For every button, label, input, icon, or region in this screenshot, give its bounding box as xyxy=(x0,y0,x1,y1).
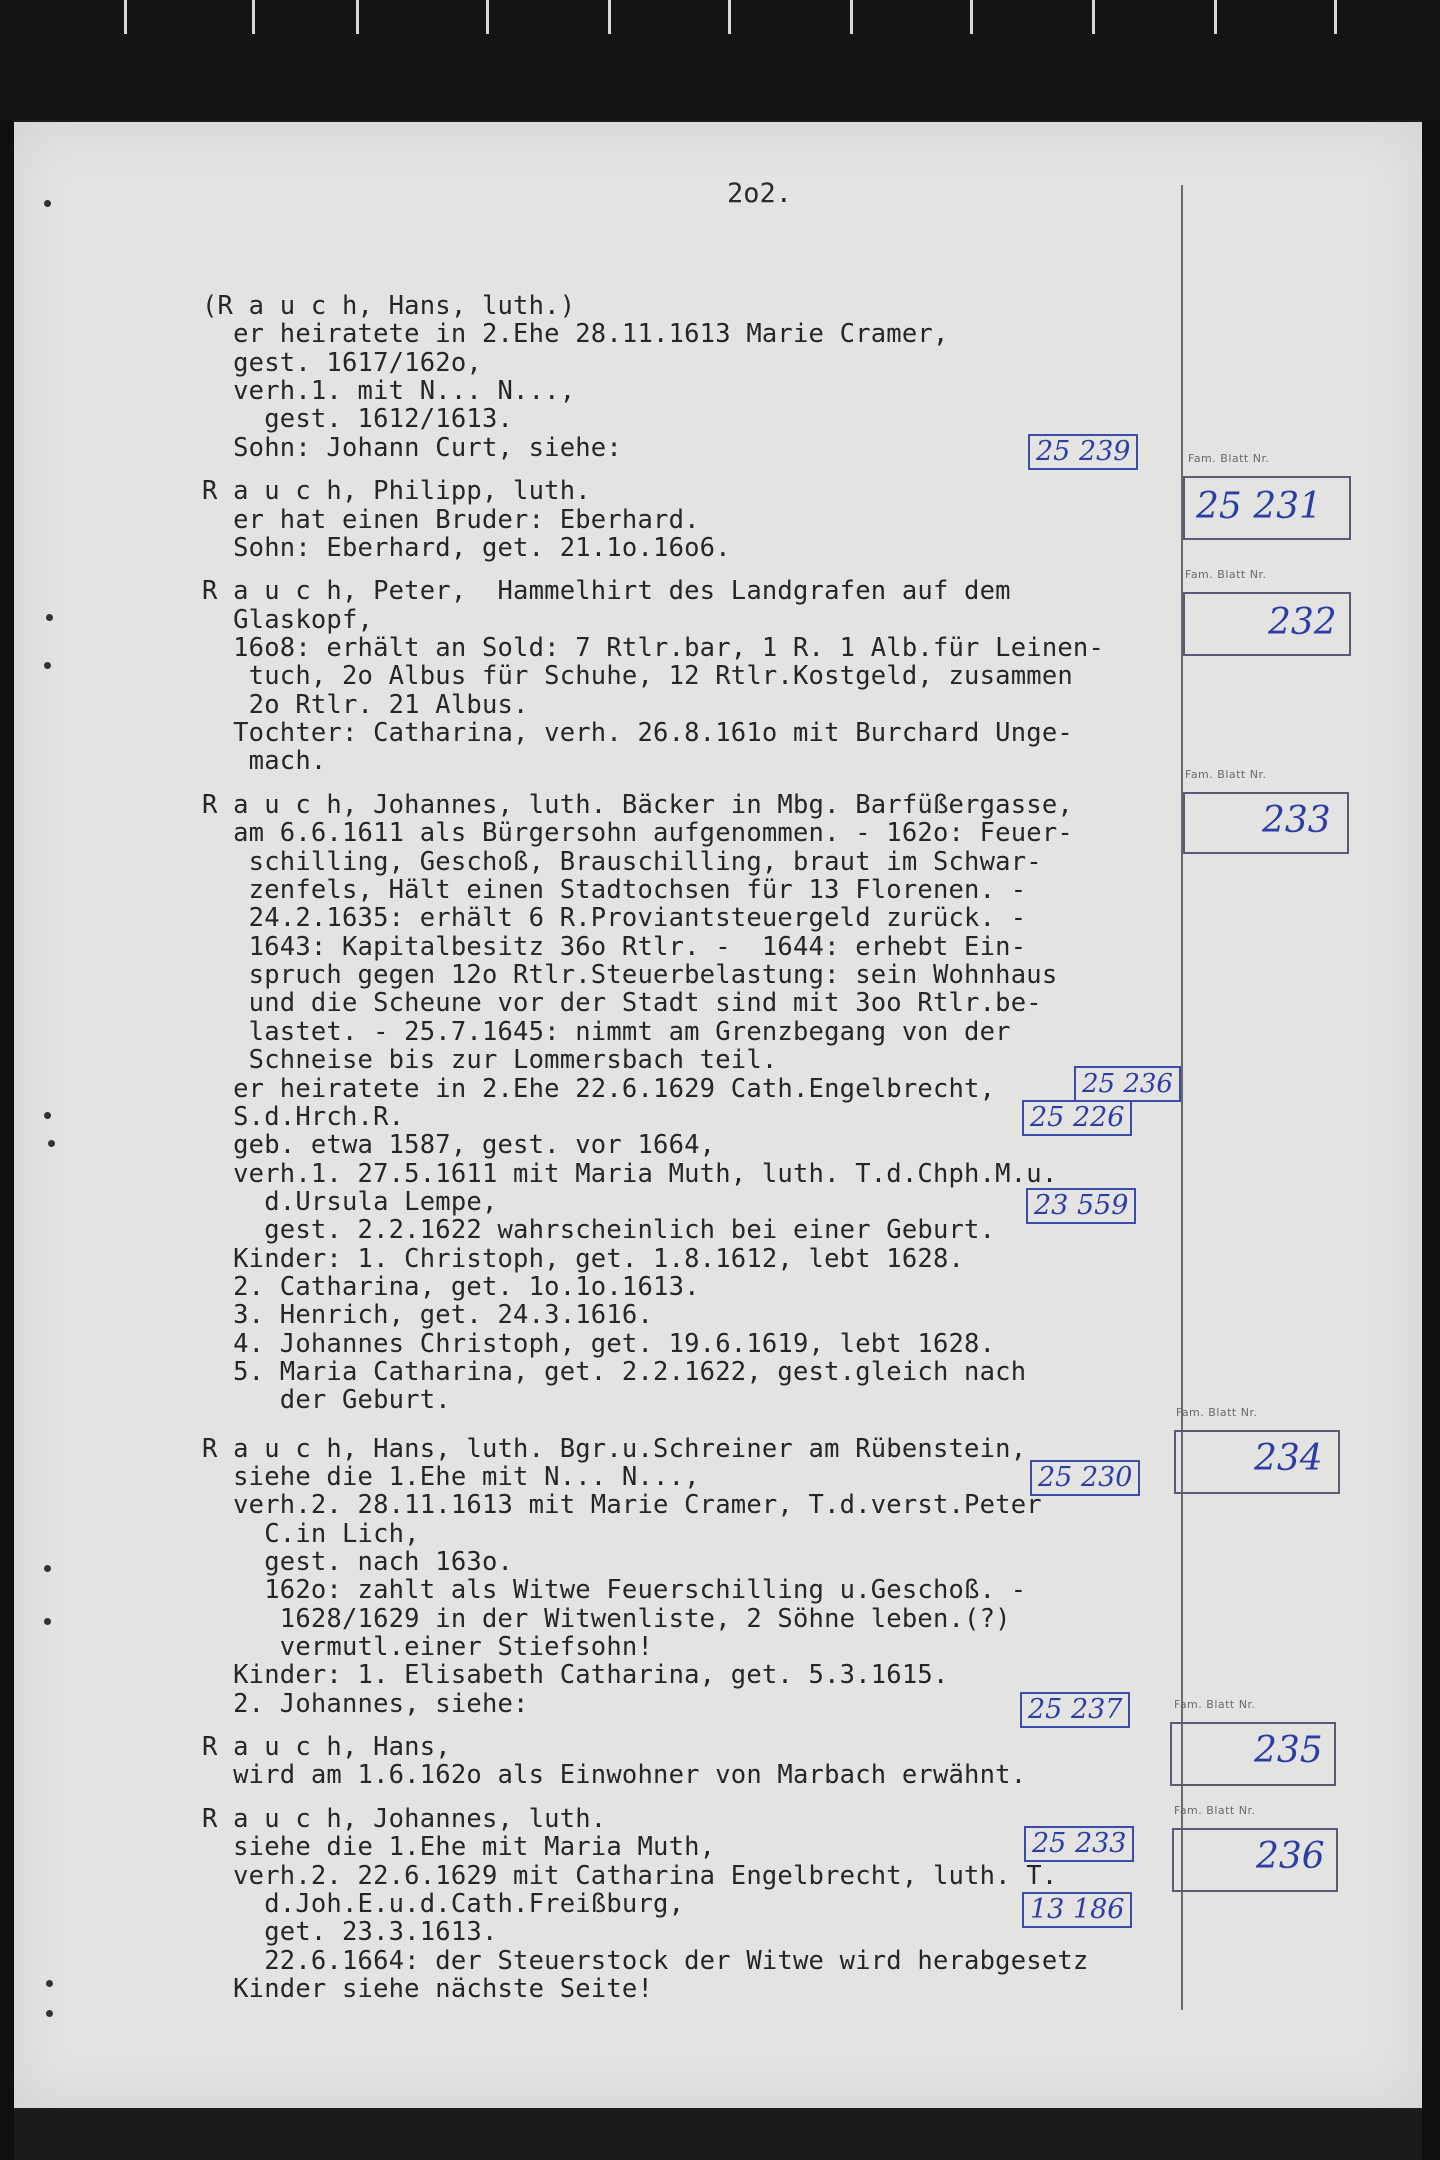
fam-blatt-label: Fam. Blatt Nr. xyxy=(1185,568,1267,581)
text-line: am 6.6.1611 als Bürgersohn aufgenommen. - 162o: Feuer- xyxy=(202,818,1073,848)
text-line: er hat einen Bruder: Eberhard. xyxy=(202,505,700,535)
text-line: gest. 1617/162o, xyxy=(202,348,482,378)
text-line: 1628/1629 in der Witwenliste, 2 Söhne leben.(?) xyxy=(202,1604,1011,1634)
text-line: Kinder: 1. Christoph, get. 1.8.1612, lebt 1628. xyxy=(202,1244,965,1274)
text-line: zenfels, Hält einen Stadtochsen für 13 Florenen. - xyxy=(202,875,1027,905)
text-line: verh.2. 22.6.1629 mit Catharina Engelbrecht, luth. T. xyxy=(202,1861,1058,1891)
text-line: Sohn: Johann Curt, siehe: xyxy=(202,433,622,463)
film-tick xyxy=(252,0,255,34)
film-tick xyxy=(124,0,127,34)
text-line: spruch gegen 12o Rtlr.Steuerbelastung: sein Wohnhaus xyxy=(202,960,1058,990)
text-line: gest. 1612/1613. xyxy=(202,404,514,434)
handwritten-reference: 13 186 xyxy=(1022,1892,1132,1928)
text-line: siehe die 1.Ehe mit N... N..., xyxy=(202,1462,700,1492)
text-line: wird am 1.6.162o als Einwohner von Marbach erwähnt. xyxy=(202,1760,1027,1790)
text-line: 2. Johannes, siehe: xyxy=(202,1689,529,1719)
text-line: R a u c h, Johannes, luth. xyxy=(202,1804,607,1834)
text-line: Tochter: Catharina, verh. 26.8.161o mit Burchard Unge- xyxy=(202,718,1073,748)
text-line: 2. Catharina, get. 1o.1o.1613. xyxy=(202,1272,700,1302)
fam-blatt-label: Fam. Blatt Nr. xyxy=(1176,1406,1258,1419)
handwritten-reference: 25 226 xyxy=(1022,1100,1132,1136)
text-line: geb. etwa 1587, gest. vor 1664, xyxy=(202,1130,716,1160)
text-line: (R a u c h, Hans, luth.) xyxy=(202,291,576,321)
text-line: 2o Rtlr. 21 Albus. xyxy=(202,690,529,720)
text-line: 1643: Kapitalbesitz 36o Rtlr. - 1644: erhebt Ein- xyxy=(202,932,1027,962)
text-line: er heiratete in 2.Ehe 22.6.1629 Cath.Engelbrecht, xyxy=(202,1074,996,1104)
fam-blatt-number: 235 xyxy=(1254,1730,1323,1771)
text-line: d.Ursula Lempe, xyxy=(202,1187,498,1217)
handwritten-reference: 25 236 xyxy=(1074,1066,1181,1102)
fam-blatt-number: 236 xyxy=(1256,1836,1325,1877)
film-tick xyxy=(1092,0,1095,34)
text-line: tuch, 2o Albus für Schuhe, 12 Rtlr.Kostgeld, zusammen xyxy=(202,661,1073,691)
handwritten-reference: 25 237 xyxy=(1020,1692,1130,1728)
text-line: Schneise bis zur Lommersbach teil. xyxy=(202,1045,778,1075)
text-line: lastet. - 25.7.1645: nimmt am Grenzbegang von der xyxy=(202,1017,1011,1047)
text-line: vermutl.einer Stiefsohn! xyxy=(202,1632,654,1662)
text-line: R a u c h, Peter, Hammelhirt des Landgrafen auf dem xyxy=(202,576,1011,606)
text-line: Kinder: 1. Elisabeth Catharina, get. 5.3.1615. xyxy=(202,1660,949,1690)
fam-blatt-number: 232 xyxy=(1268,602,1337,643)
text-line: R a u c h, Johannes, luth. Bäcker in Mbg. Barfüßergasse, xyxy=(202,790,1073,820)
text-line: R a u c h, Hans, luth. Bgr.u.Schreiner am Rübenstein, xyxy=(202,1434,1027,1464)
handwritten-reference: 23 559 xyxy=(1026,1188,1136,1224)
text-line: 162o: zahlt als Witwe Feuerschilling u.Geschoß. - xyxy=(202,1575,1027,1605)
text-line: mach. xyxy=(202,746,327,776)
film-tick xyxy=(728,0,731,34)
text-line: 16o8: erhält an Sold: 7 Rtlr.bar, 1 R. 1 Alb.für Leinen- xyxy=(202,633,1105,663)
film-strip-top xyxy=(0,0,1440,120)
film-tick xyxy=(486,0,489,34)
margin-dot xyxy=(44,662,51,669)
margin-dot xyxy=(44,1618,51,1625)
text-line: Glaskopf, xyxy=(202,605,374,635)
film-tick xyxy=(1214,0,1217,34)
text-line: siehe die 1.Ehe mit Maria Muth, xyxy=(202,1832,716,1862)
text-line: 5. Maria Catharina, get. 2.2.1622, gest.gleich nach xyxy=(202,1357,1027,1387)
margin-dot xyxy=(46,2010,53,2017)
fam-blatt-label: Fam. Blatt Nr. xyxy=(1174,1804,1256,1817)
film-tick xyxy=(1334,0,1337,34)
text-line: verh.1. 27.5.1611 mit Maria Muth, luth. T.d.Chph.M.u. xyxy=(202,1159,1058,1189)
text-line: gest. nach 163o. xyxy=(202,1547,514,1577)
margin-dot xyxy=(46,614,53,621)
margin-dot xyxy=(46,1980,53,1987)
text-line: get. 23.3.1613. xyxy=(202,1917,498,1947)
handwritten-reference: 25 239 xyxy=(1028,434,1138,470)
fam-blatt-label: Fam. Blatt Nr. xyxy=(1188,452,1270,465)
film-edge-left xyxy=(0,120,14,2160)
margin-dot xyxy=(44,1112,51,1119)
fam-blatt-label: Fam. Blatt Nr. xyxy=(1185,768,1267,781)
text-line: R a u c h, Philipp, luth. xyxy=(202,476,591,506)
text-line: Sohn: Eberhard, get. 21.1o.16o6. xyxy=(202,533,731,563)
margin-dot xyxy=(44,1565,51,1572)
text-line: 3. Henrich, get. 24.3.1616. xyxy=(202,1300,654,1330)
text-line: 4. Johannes Christoph, get. 19.6.1619, lebt 1628. xyxy=(202,1329,996,1359)
fam-blatt-number: 233 xyxy=(1262,800,1331,841)
text-line: verh.1. mit N... N..., xyxy=(202,376,576,406)
margin-dot xyxy=(48,1140,55,1147)
text-line: 24.2.1635: erhält 6 R.Proviantsteuergeld zurück. - xyxy=(202,903,1027,933)
text-line: und die Scheune vor der Stadt sind mit 3oo Rtlr.be- xyxy=(202,988,1042,1018)
text-line: d.Joh.E.u.d.Cath.Freißburg, xyxy=(202,1889,685,1919)
text-line: 22.6.1664: der Steuerstock der Witwe wird herabgesetz xyxy=(202,1946,1089,1976)
margin-dot xyxy=(44,200,51,207)
film-tick xyxy=(970,0,973,34)
film-tick xyxy=(356,0,359,34)
fam-blatt-number: 234 xyxy=(1254,1438,1323,1479)
text-line: gest. 2.2.1622 wahrscheinlich bei einer Geburt. xyxy=(202,1215,996,1245)
text-line: er heiratete in 2.Ehe 28.11.1613 Marie Cramer, xyxy=(202,319,949,349)
page-number: 2o2. xyxy=(727,178,793,209)
film-edge-right xyxy=(1422,120,1440,2160)
text-line: S.d.Hrch.R. xyxy=(202,1102,405,1132)
text-line: der Geburt. xyxy=(202,1385,451,1415)
handwritten-reference: 25 230 xyxy=(1030,1460,1140,1496)
text-line: schilling, Geschoß, Brauschilling, braut im Schwar- xyxy=(202,847,1042,877)
text-line: C.in Lich, xyxy=(202,1519,420,1549)
fam-blatt-number: 25 231 xyxy=(1196,486,1322,527)
handwritten-reference: 25 233 xyxy=(1024,1826,1134,1862)
text-line: verh.2. 28.11.1613 mit Marie Cramer, T.d.verst.Peter xyxy=(202,1490,1042,1520)
fam-blatt-label: Fam. Blatt Nr. xyxy=(1174,1698,1256,1711)
film-tick xyxy=(850,0,853,34)
text-line: R a u c h, Hans, xyxy=(202,1732,451,1762)
film-tick xyxy=(608,0,611,34)
text-line: Kinder siehe nächste Seite! xyxy=(202,1974,654,2004)
